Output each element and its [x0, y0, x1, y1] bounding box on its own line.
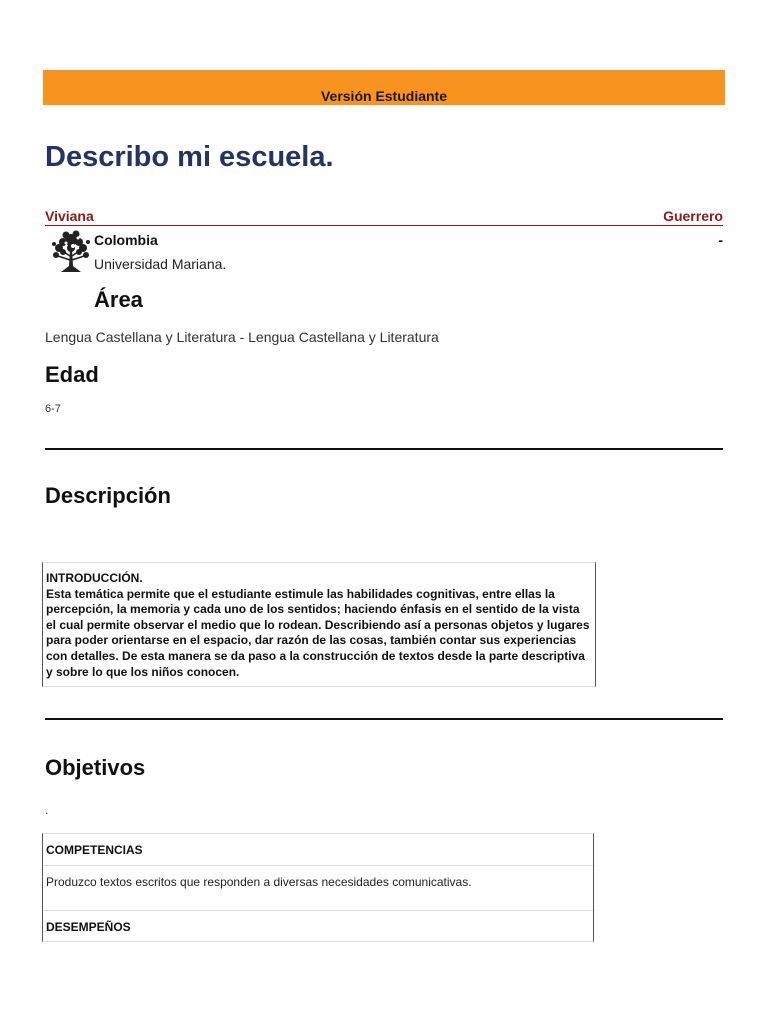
area-value: Lengua Castellana y Literatura - Lengua Castellana y Literatura: [45, 329, 439, 345]
version-banner: [43, 70, 725, 105]
competencias-label: COMPETENCIAS: [43, 834, 593, 866]
introduction-title: INTRODUCCIÓN.: [46, 571, 143, 585]
edad-heading: Edad: [45, 362, 99, 387]
competencias-text: Produzco textos escritos que responden a diversas necesidades comunicativas.: [43, 866, 593, 911]
page-title: Describo mi escuela.: [45, 141, 334, 173]
desempenos-label: DESEMPEÑOS: [46, 920, 131, 934]
version-label: Versión Estudiante: [320, 88, 448, 104]
author-first-name: Viviana: [45, 208, 94, 224]
institution: Universidad Mariana.: [94, 256, 227, 272]
country: Colombia: [94, 232, 158, 248]
author-separator: -: [718, 232, 723, 248]
section-divider: [45, 448, 723, 450]
author-last-name: Guerrero: [663, 208, 723, 224]
edad-value: 6-7: [45, 403, 61, 415]
objetivos-note: .: [45, 803, 49, 817]
objetivos-table: [42, 833, 594, 942]
introduction-text: Esta temática permite que el estudiante estimule las habilidades cognitivas, entre ellas la percepción, la memoria y cada uno de los sentidos; haciendo énfasis en el sentido de la vista el cual permite observar el medio que lo rodean. Describiendo así a personas objetos y lugares para poder orientarse en el espacio, dar razón de las cosas, también contar sus experiencias con detalles. De esta manera se da paso a la construcción de textos desde la parte descriptiva y sobre lo que los niños conocen.: [46, 586, 590, 679]
area-heading: Área: [94, 287, 143, 312]
objetivos-heading: Objetivos: [45, 755, 146, 780]
section-divider: [45, 718, 723, 720]
tree-icon: [49, 228, 93, 276]
introduction-box: [42, 562, 596, 687]
author-row: [45, 208, 723, 226]
descripcion-heading: Descripción: [45, 483, 171, 508]
